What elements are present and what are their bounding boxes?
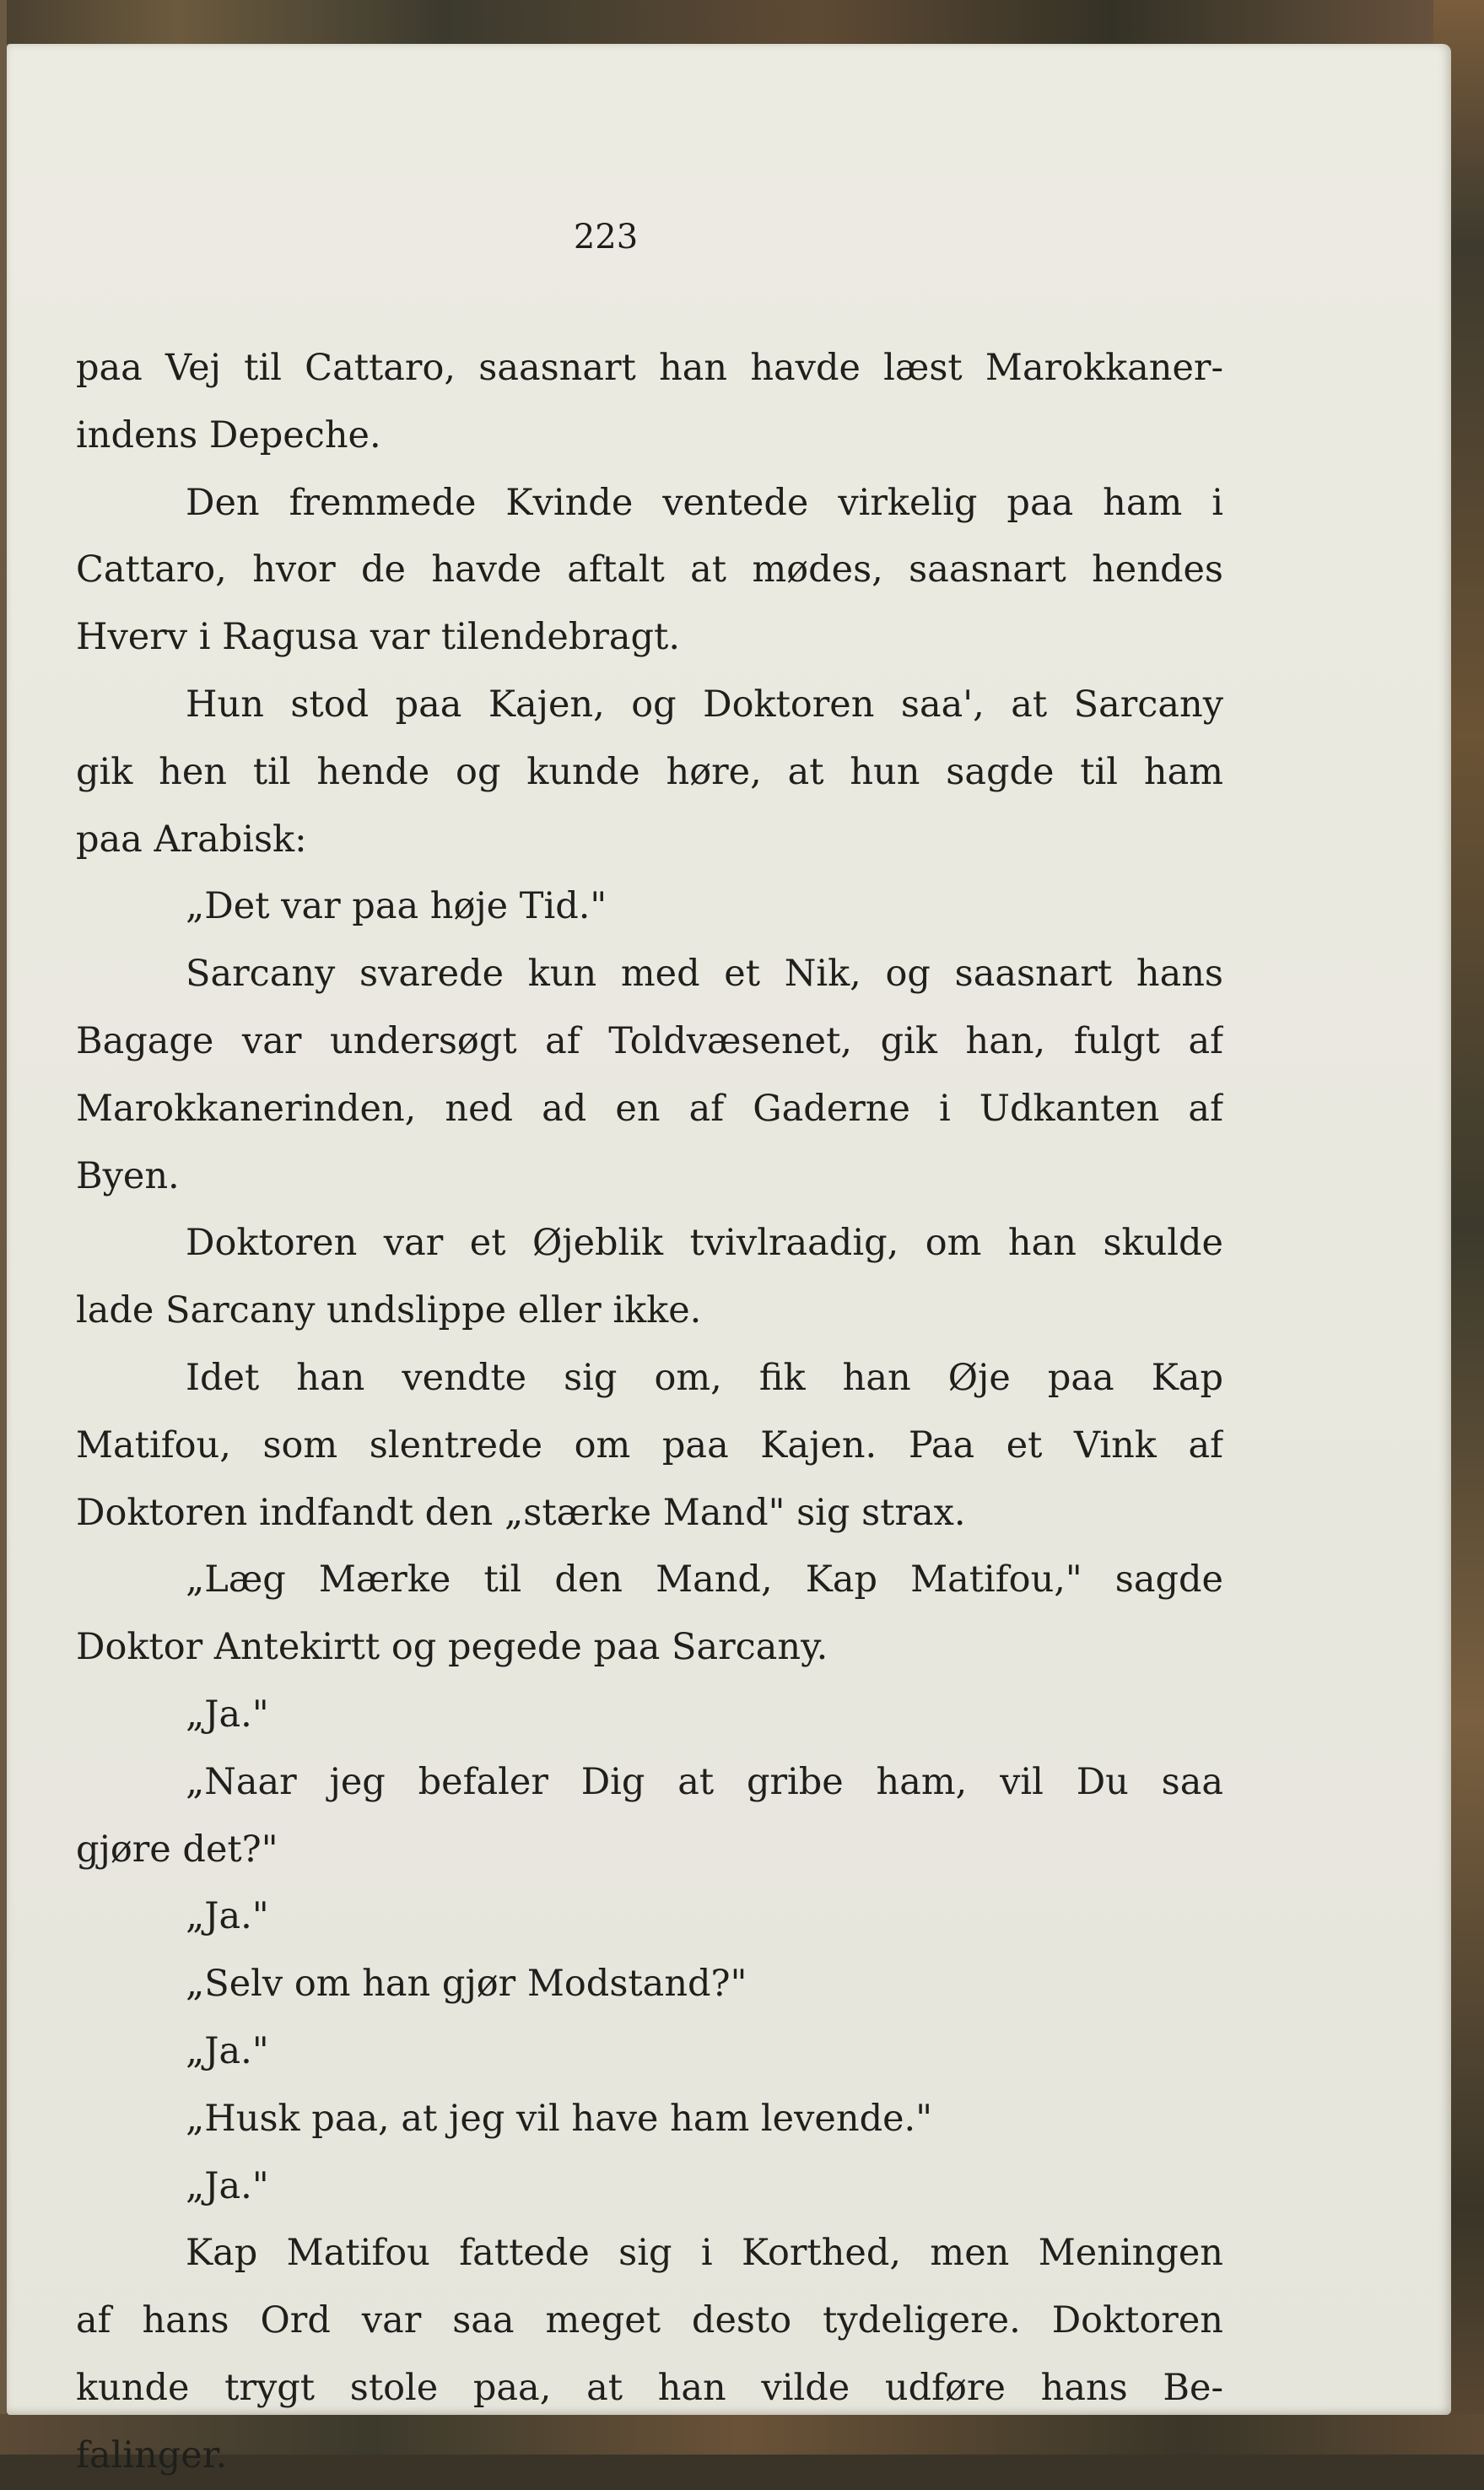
text-line: „Husk paa, at jeg vil have ham levende." bbox=[186, 2097, 932, 2140]
text-line: „Ja." bbox=[186, 2164, 269, 2207]
text-line: gjøre det?" bbox=[76, 1828, 278, 1871]
text-line: Sarcany svarede kun med et Nik, og saasnart hans bbox=[186, 953, 1223, 996]
text-line: Doktor Antekirtt og pegede paa Sarcany. bbox=[76, 1626, 828, 1669]
text-line: „Naar jeg befaler Dig at gribe ham, vil Du saa bbox=[186, 1760, 1223, 1803]
text-line: gik hen til hende og kunde høre, at hun sagde til ham bbox=[76, 750, 1223, 793]
text-line: Idet han vendte sig om, fik han Øje paa Kap bbox=[186, 1356, 1223, 1399]
page-number: 223 bbox=[573, 218, 639, 257]
body-text bbox=[76, 335, 1223, 2490]
text-line: Kap Matifou fattede sig i Korthed, men Meningen bbox=[186, 2232, 1223, 2275]
background-left bbox=[0, 0, 7, 2455]
text-line: Cattaro, hvor de havde aftalt at mødes, saasnart hendes bbox=[76, 548, 1223, 591]
text-line: indens Depeche. bbox=[76, 413, 381, 456]
text-line: „Ja." bbox=[186, 2029, 269, 2072]
text-line: Bagage var undersøgt af Toldvæsenet, gik han, fulgt af bbox=[76, 1019, 1223, 1062]
text-line: paa Arabisk: bbox=[76, 818, 307, 861]
text-line: paa Vej til Cattaro, saasnart han havde læst Marokkaner- bbox=[76, 347, 1223, 389]
text-line: af hans Ord var saa meget desto tydeligere. Doktoren bbox=[76, 2299, 1223, 2342]
text-line: Den fremmede Kvinde ventede virkelig paa ham i bbox=[186, 481, 1223, 524]
text-line: „Det var paa høje Tid." bbox=[186, 885, 607, 928]
text-line: „Læg Mærke til den Mand, Kap Matifou," sagde bbox=[186, 1558, 1223, 1601]
text-line: Byen. bbox=[76, 1154, 180, 1197]
text-line: „Selv om han gjør Modstand?" bbox=[186, 1963, 747, 2006]
text-line: kunde trygt stole paa, at han vilde udføre hans Be- bbox=[76, 2366, 1223, 2409]
book-page bbox=[7, 44, 1451, 2476]
text-line: Doktoren var et Øjeblik tvivlraadig, om han skulde bbox=[186, 1222, 1223, 1265]
text-line: „Ja." bbox=[186, 1693, 269, 1736]
text-line: Doktoren indfandt den „stærke Mand" sig strax. bbox=[76, 1491, 966, 1534]
text-line: lade Sarcany undslippe eller ikke. bbox=[76, 1289, 702, 1332]
text-line: Marokkanerinden, ned ad en af Gaderne i Udkanten af bbox=[76, 1087, 1223, 1130]
text-line: falinger. bbox=[76, 2433, 228, 2476]
text-line: „Ja." bbox=[186, 1895, 269, 1938]
text-line: Matifou, som slentrede om paa Kajen. Paa et Vink af bbox=[76, 1423, 1223, 1466]
text-line: Hverv i Ragusa var tilendebragt. bbox=[76, 616, 681, 659]
text-line: Hun stod paa Kajen, og Doktoren saa', at Sarcany bbox=[186, 683, 1223, 726]
